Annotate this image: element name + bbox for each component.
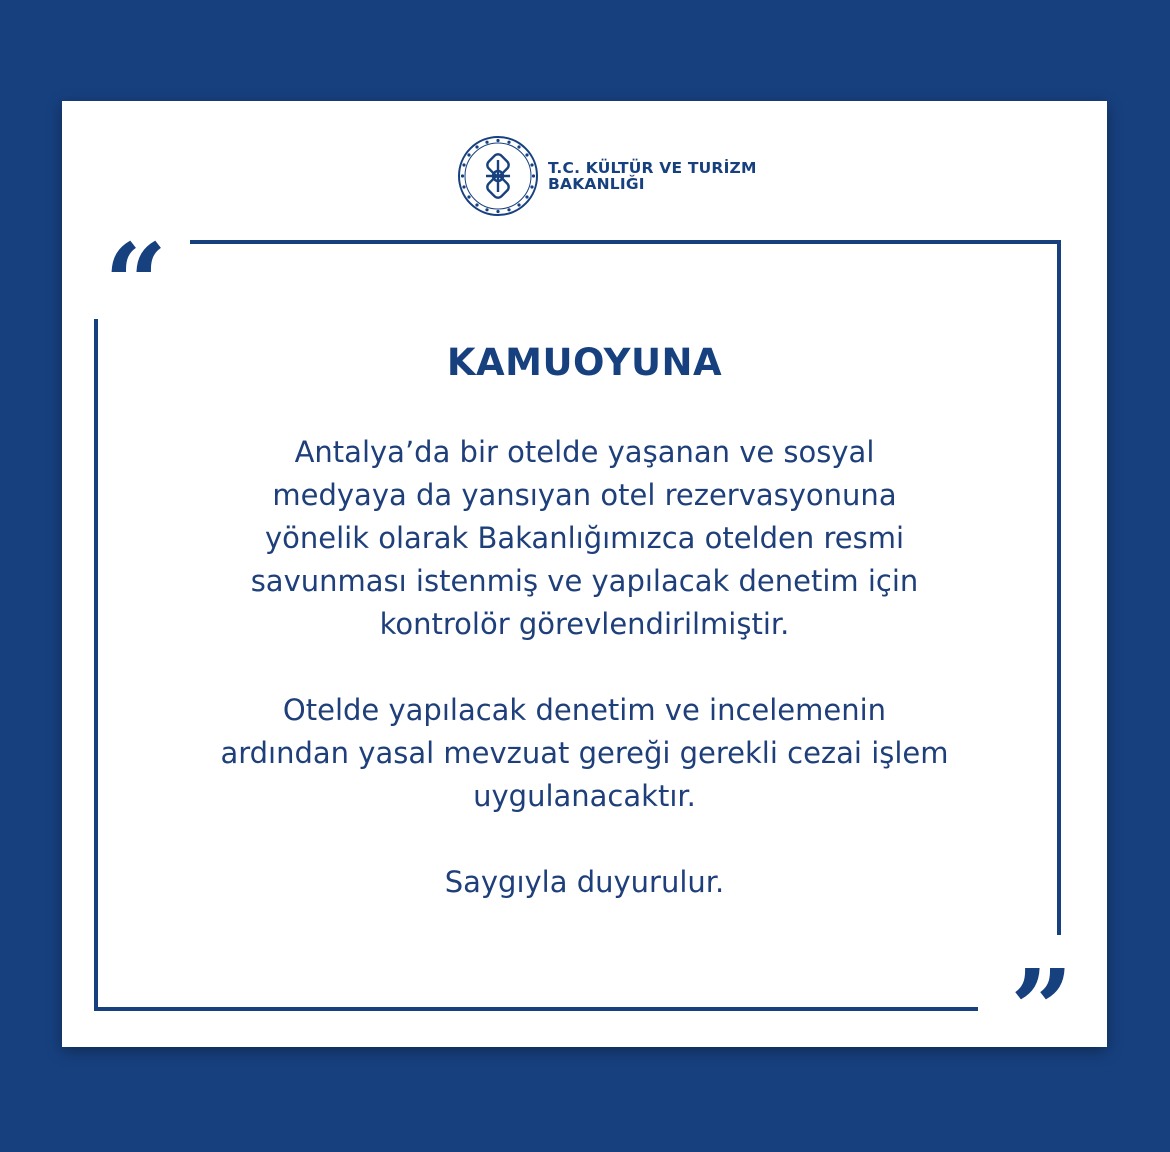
announcement-closing: Saygıyla duyurulur. [444, 865, 725, 899]
ministry-seal-icon [456, 134, 540, 218]
ministry-name-line2: BAKANLIĞI [548, 175, 645, 193]
paragraph-2-line: Otelde yapılacak denetim ve incelemenin [282, 693, 887, 727]
paragraph-2-line: uygulanacaktır. [473, 779, 696, 813]
announcement-paragraph-2 [142, 689, 1027, 818]
frame-left-line [94, 319, 98, 1011]
announcement-paragraph-1 [142, 431, 1027, 646]
open-quote-icon: “ [104, 219, 168, 348]
ministry-name-line1: T.C. KÜLTÜR VE TURİZM [548, 159, 757, 177]
paragraph-2-line: ardından yasal mevzuat gereği gerekli cezai işlem [220, 736, 949, 770]
paragraph-1-line: savunması istenmiş ve yapılacak denetim için [250, 564, 919, 598]
ministry-name [548, 160, 757, 192]
paragraph-1-line: Antalya’da bir otelde yaşanan ve sosyal [294, 435, 875, 469]
frame-top-line [190, 240, 1061, 244]
announcement-card [62, 101, 1107, 1074]
ministry-logo [456, 134, 757, 218]
announcement-heading: KAMUOYUNA [446, 341, 723, 384]
frame-bottom-line [94, 1007, 978, 1011]
paragraph-1-line: yönelik olarak Bakanlığımızca otelden resmi [264, 521, 905, 555]
close-quote-icon: ” [1010, 945, 1074, 1074]
paragraph-1-line: medyaya da yansıyan otel rezervasyonuna [272, 478, 897, 512]
paragraph-1-line: kontrolör görevlendirilmiştir. [379, 607, 790, 641]
